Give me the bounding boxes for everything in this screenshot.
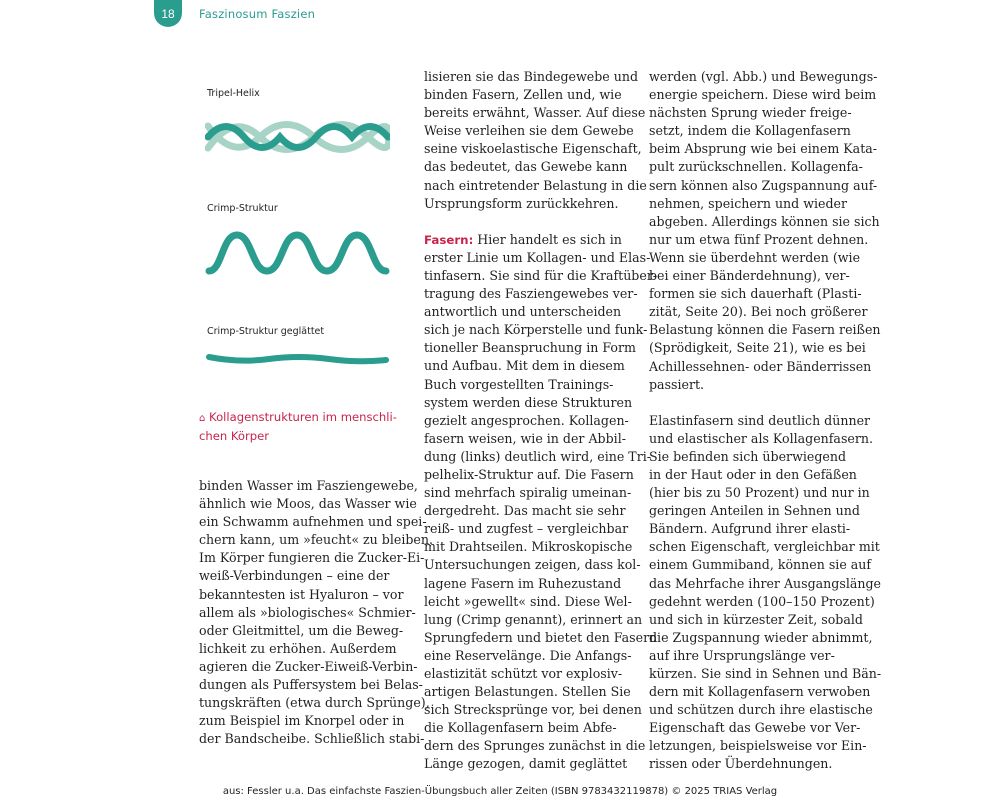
flattened-wave [209, 357, 386, 361]
text-line: tungskräften (etwa durch Sprünge), [199, 695, 430, 711]
text-line: elastizität schützt vor explosiv- [424, 666, 623, 681]
text-line: seine viskoelastische Eigenschaft, [424, 141, 642, 157]
text-line: bekanntesten ist Hyaluron – vor [199, 586, 404, 602]
text-line: Länge gezogen, damit geglättet [424, 756, 628, 772]
page-header [0, 0, 1000, 28]
text-line: formen sie sich dauerhaft (Plasti- [649, 286, 862, 302]
caption-arrow-icon: ⌂ [199, 413, 206, 424]
text-line: zität, Seite 20). Bei noch größerer [649, 304, 868, 320]
text-line: Elastinfasern sind deutlich dünner [649, 412, 871, 428]
text-line: gedehnt werden (100–150 Prozent) [649, 593, 875, 609]
text-line: Sie befinden sich überwiegend [649, 448, 847, 464]
text-line: auf ihre Ursprungslänge ver- [649, 647, 835, 663]
text-line: lagene Fasern im Ruhezustand [424, 575, 622, 591]
text-line: Sprungfedern und bietet den Fasern [424, 629, 658, 645]
text-line: die Kollagenfasern beim Abfe- [424, 720, 617, 736]
text-line: (Sprödigkeit, Seite 21), wie es bei [649, 340, 866, 356]
text-line: und sich in kürzester Zeit, sobald [649, 611, 863, 627]
text-line: sich Strecksprünge vor, bei denen [424, 702, 642, 718]
crimp-flattened-illustration [205, 348, 390, 370]
text-line: Bändern. Aufgrund ihrer elasti- [649, 521, 851, 537]
text-line: pult zurückschnellen. Kollagenfa- [649, 159, 863, 175]
text-line: die Zugspannung wieder abnimmt, [649, 629, 873, 645]
text-line: Buch vorgestellten Trainings- [424, 376, 614, 392]
text-line: bereits erwähnt, Wasser. Auf diese [424, 105, 646, 121]
text-line: Eigenschaft das Gewebe vor Ver- [649, 720, 861, 736]
text-line: dern mit Kollagenfasern verwoben [649, 684, 871, 700]
text-line: rissen oder Überdehnungen. [649, 756, 833, 772]
figure-caption [199, 409, 399, 445]
triple-helix-illustration [205, 112, 390, 162]
text-line: tinfasern. Sie sind für die Kraftüber- [424, 267, 658, 283]
caption-line-2: chen Körper [199, 428, 270, 443]
text-line: agieren die Zucker-Eiweiß-Verbin- [199, 658, 418, 674]
text-line-rest: Hier handelt es sich in [473, 231, 622, 247]
text-line: ein Schwamm aufnehmen und spei- [199, 514, 427, 530]
text-line: und Aufbau. Mit dem in diesem [424, 358, 625, 374]
text-line: lichkeit zu erhöhen. Außerdem [199, 640, 397, 656]
text-line: Im Körper fungieren die Zucker-Ei- [199, 550, 425, 566]
text-line: Wenn sie überdehnt werden (wie [649, 249, 861, 265]
figure-label-crimp: Crimp-Struktur [207, 203, 278, 214]
text-line: dungen als Puffersystem bei Belas- [199, 677, 423, 693]
figure-label-crimp-flat: Crimp-Struktur geglättet [207, 326, 325, 337]
text-line: und elastischer als Kollagenfasern. [649, 430, 873, 446]
text-line: system werden diese Strukturen [424, 394, 633, 410]
text-line: binden Wasser im Fasziengewebe, [199, 478, 418, 493]
caption-line-1: Kollagenstrukturen im menschli- [209, 410, 397, 424]
text-line: allem als »biologisches« Schmier- [199, 604, 416, 620]
text-line: oder Gleitmittel, um die Beweg- [199, 622, 404, 638]
text-line: leicht »gewellt« sind. Diese Wel- [424, 593, 632, 609]
text-line: das bedeutet, das Gewebe kann [424, 159, 628, 175]
keyword-fasern: Fasern: [424, 232, 474, 247]
text-line: letzungen, beispielsweise vor Ein- [649, 738, 867, 754]
text-line: sich je nach Körperstelle und funk- [424, 322, 648, 338]
text-line: lisieren sie das Bindegewebe und [424, 69, 639, 84]
text-line: das Mehrfache ihrer Ausgangslänge [649, 575, 881, 591]
page-number: 18 [161, 6, 175, 21]
text-line: nächsten Sprung wieder freige- [649, 105, 852, 121]
text-line: binden Fasern, Zellen und, wie [424, 87, 622, 103]
text-line: dergedreht. Das macht sie sehr [424, 503, 626, 519]
text-line: Achillessehnen- oder Bänderrissen [649, 358, 872, 374]
text-line: ähnlich wie Moos, das Wasser wie [199, 496, 417, 512]
text-line: sind mehrfach spiralig umeinan- [424, 485, 632, 501]
text-line: der Bandscheibe. Schließlich stabi- [199, 731, 425, 747]
text-line [424, 231, 624, 249]
crimp-structure-illustration [205, 225, 390, 281]
text-line: pelhelix-Struktur auf. Die Fasern [424, 466, 634, 482]
text-line: artigen Belastungen. Stellen Sie [424, 684, 631, 700]
text-line: fasern weisen, wie in der Abbil- [424, 430, 626, 446]
text-line: weiß-Verbindungen – eine der [199, 568, 390, 584]
running-title: Faszinosum Faszien [199, 7, 316, 21]
text-line: dern des Sprunges zunächst in die [424, 738, 646, 754]
text-line: bei einer Bänderdehnung), ver- [649, 268, 850, 284]
text-line: schen Eigenschaft, vergleichbar mit [649, 539, 880, 555]
text-line: chern kann, um »feucht« zu bleiben. [199, 532, 433, 548]
text-line: einem Gummiband, können sie auf [649, 557, 872, 573]
text-line: mit Drahtseilen. Mikroskopische [424, 539, 633, 555]
text-line: energie speichern. Diese wird beim [649, 87, 877, 103]
text-line: geringen Anteilen in Sehnen und [649, 503, 860, 519]
text-line: dung (links) deutlich wird, eine Tri- [424, 448, 651, 464]
text-line: in der Haut oder in den Gefäßen [649, 466, 857, 482]
text-line: tioneller Beanspruchung in Form [424, 340, 636, 356]
text-line: nur um etwa fünf Prozent dehnen. [649, 231, 869, 247]
text-line: eine Reservelänge. Die Anfangs- [424, 647, 632, 663]
text-line: abgeben. Allerdings können sie sich [649, 213, 880, 229]
column-3 [649, 68, 882, 774]
source-footer: aus: Fessler u.a. Das einfachste Faszien-Übungsbuch aller Zeiten (ISBN 9783432119878) © 2025 TRIAS Verlag [222, 786, 778, 797]
text-line: nehmen, speichern und wieder [649, 195, 848, 211]
column-2 [424, 68, 658, 774]
text-line: beim Absprung wie bei einem Kata- [649, 141, 878, 157]
column-1 [199, 477, 433, 748]
text-line: Ursprungsform zurückkehren. [424, 195, 619, 211]
text-line: nach eintretender Belastung in die [424, 177, 647, 193]
text-line: Untersuchungen zeigen, dass kol- [424, 557, 641, 573]
text-line: passiert. [649, 376, 705, 392]
page-number-badge [154, 0, 182, 27]
text-line: zum Beispiel im Knorpel oder in [199, 713, 405, 729]
text-line: und schützen durch ihre elastische [649, 702, 873, 718]
text-line: gezielt angesprochen. Kollagen- [424, 412, 629, 428]
text-line: sern können also Zugspannung auf- [649, 177, 878, 193]
text-line: Weise verleihen sie dem Gewebe [424, 123, 634, 139]
text-line: reiß- und zugfest – vergleichbar [424, 521, 629, 537]
crimp-wave [209, 235, 386, 271]
text-line: werden (vgl. Abb.) und Bewegungs- [649, 69, 878, 84]
text-line: tragung des Fasziengewebes ver- [424, 286, 638, 302]
text-line: setzt, indem die Kollagenfasern [649, 123, 851, 139]
text-line: erster Linie um Kollagen- und Elas- [424, 249, 651, 265]
text-line: kürzen. Sie sind in Sehnen und Bän- [649, 666, 882, 681]
text-line: lung (Crimp genannt), erinnert an [424, 611, 643, 627]
text-line: Belastung können die Fasern reißen [649, 322, 881, 338]
text-line: antwortlich und unterscheiden [424, 304, 622, 320]
figure-label-triple-helix: Tripel-Helix [207, 88, 260, 99]
text-line: (hier bis zu 50 Prozent) und nur in [649, 485, 870, 501]
